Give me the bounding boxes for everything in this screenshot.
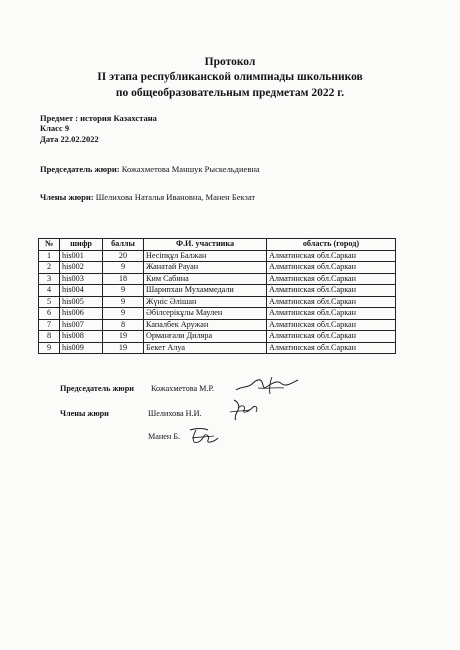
row-number: 4 <box>39 285 60 297</box>
jury-chair-label: Председатель жюри: <box>40 164 120 174</box>
signature-members-label: Члены жюри <box>60 409 109 418</box>
row-score: 8 <box>103 319 144 331</box>
jury-chair-name: Кожахметова Маншук Рыскельдиевна <box>119 164 260 174</box>
row-region: Алматинская обл.Саркан <box>267 342 396 354</box>
grade-line: Класс 9 <box>40 123 70 133</box>
row-code: his002 <box>60 262 103 274</box>
row-code: his001 <box>60 250 103 262</box>
row-name: Несіпқұл Балжан <box>144 250 267 262</box>
row-number: 7 <box>39 319 60 331</box>
table-row <box>39 342 396 354</box>
row-region: Алматинская обл.Саркан <box>267 262 396 274</box>
jury-members-line <box>40 192 255 202</box>
jury-members-label: Члены жюри: <box>40 192 94 202</box>
row-score: 9 <box>103 308 144 320</box>
signature-member2-name: Манен Б. <box>148 432 181 441</box>
row-score: 9 <box>103 262 144 274</box>
row-region: Алматинская обл.Саркан <box>267 331 396 343</box>
table-row <box>39 273 396 285</box>
row-code: his008 <box>60 331 103 343</box>
document-subtitle-line1: II этапа республиканской олимпиады школьников <box>97 71 363 83</box>
row-code: his006 <box>60 308 103 320</box>
row-number: 6 <box>39 308 60 320</box>
header-region: область (город) <box>267 239 396 251</box>
row-score: 9 <box>103 296 144 308</box>
row-region: Алматинская обл.Саркан <box>267 273 396 285</box>
chair-signature-icon <box>232 374 302 398</box>
table-row <box>39 250 396 262</box>
row-score: 20 <box>103 250 144 262</box>
header-score: баллы <box>103 239 144 251</box>
table-row <box>39 308 396 320</box>
jury-members-names: Шелихова Наталья Ивановна, Манен Бекзат <box>93 192 256 202</box>
row-code: his003 <box>60 273 103 285</box>
row-region: Алматинская обл.Саркан <box>267 285 396 297</box>
row-score: 19 <box>103 331 144 343</box>
row-number: 5 <box>39 296 60 308</box>
row-name: Жанатай Рауан <box>144 262 267 274</box>
table-row <box>39 285 396 297</box>
header-code: шифр <box>60 239 103 251</box>
signature-chair-name: Кожахметова М.Р. <box>151 384 215 393</box>
date-line: Дата 22.02.2022 <box>40 134 99 144</box>
row-score: 18 <box>103 273 144 285</box>
member2-signature-icon <box>186 424 222 446</box>
row-number: 9 <box>39 342 60 354</box>
table-row <box>39 262 396 274</box>
row-code: his004 <box>60 285 103 297</box>
row-number: 1 <box>39 250 60 262</box>
table-row <box>39 319 396 331</box>
row-region: Алматинская обл.Саркан <box>267 296 396 308</box>
row-name: Әбілсерікұлы Маулен <box>144 308 267 320</box>
header-number: № <box>39 239 60 251</box>
header-name: Ф.И. участника <box>144 239 267 251</box>
subject-line: Предмет : история Казахстана <box>40 113 157 123</box>
document-title: Протокол <box>204 56 256 68</box>
row-name: Жүніс Әлішан <box>144 296 267 308</box>
member1-signature-icon <box>226 396 266 422</box>
document-subtitle-line2: по общеобразовательным предметам 2022 г. <box>115 87 345 99</box>
row-region: Алматинская обл.Саркан <box>267 319 396 331</box>
signature-chair-label: Председатель жюри <box>60 384 134 393</box>
table-header-row <box>39 239 396 251</box>
row-number: 2 <box>39 262 60 274</box>
table-row <box>39 331 396 343</box>
row-name: Шарипхан Мухаммедали <box>144 285 267 297</box>
row-code: his007 <box>60 319 103 331</box>
row-name: Орманғали Диляра <box>144 331 267 343</box>
row-region: Алматинская обл.Саркан <box>267 308 396 320</box>
row-region: Алматинская обл.Саркан <box>267 250 396 262</box>
table-row <box>39 296 396 308</box>
signature-member1-name: Шелихова Н.И. <box>148 409 202 418</box>
row-code: his005 <box>60 296 103 308</box>
row-name: Капалбек Аружан <box>144 319 267 331</box>
row-number: 3 <box>39 273 60 285</box>
row-score: 9 <box>103 285 144 297</box>
row-score: 19 <box>103 342 144 354</box>
row-name: Бекет Алуа <box>144 342 267 354</box>
row-name: Ким Сабина <box>144 273 267 285</box>
results-table <box>38 238 396 354</box>
row-number: 8 <box>39 331 60 343</box>
row-code: his009 <box>60 342 103 354</box>
jury-chair-line <box>40 164 260 174</box>
